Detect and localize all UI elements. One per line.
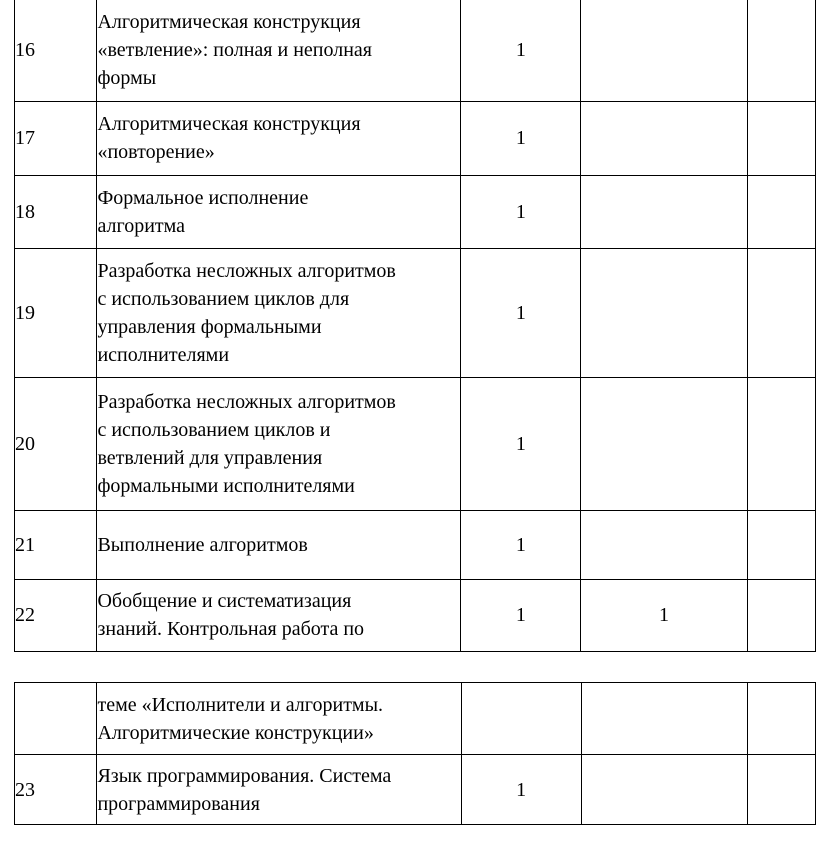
lesson-hours: 1 bbox=[461, 175, 581, 248]
lesson-topic-text: Разработка несложных алгоритмов с использованием циклов для управления формальными исполнителями bbox=[97, 259, 396, 366]
lesson-hours: 1 bbox=[461, 510, 581, 579]
lesson-control-work bbox=[581, 175, 747, 248]
lesson-extra bbox=[747, 248, 815, 377]
table-row bbox=[15, 101, 816, 175]
table-row bbox=[15, 0, 816, 101]
lesson-topic bbox=[97, 683, 461, 755]
lesson-plan-table-1 bbox=[14, 0, 816, 652]
lesson-topic bbox=[97, 175, 461, 248]
lesson-topic-text: Обобщение и систематизация знаний. Контрольная работа по bbox=[97, 590, 365, 640]
table-row bbox=[15, 579, 816, 651]
lesson-plan-table-2 bbox=[14, 682, 816, 825]
lesson-topic bbox=[97, 510, 461, 579]
lesson-hours: 1 bbox=[461, 101, 581, 175]
lesson-extra bbox=[747, 175, 815, 248]
table-row bbox=[15, 683, 816, 755]
lesson-number: 19 bbox=[15, 248, 97, 377]
lesson-topic-text: Разработка несложных алгоритмов с использованием циклов и ветвлений для управления формальными исполнителями bbox=[97, 390, 396, 497]
lesson-control-work bbox=[581, 755, 747, 825]
lesson-topic-text: Формальное исполнение алгоритма bbox=[97, 186, 309, 237]
lesson-topic bbox=[97, 579, 461, 651]
lesson-number: 20 bbox=[15, 377, 97, 510]
lesson-control-work bbox=[581, 0, 747, 101]
lesson-topic bbox=[97, 248, 461, 377]
lesson-topic-text: Выполнение алгоритмов bbox=[97, 533, 308, 556]
lesson-number: 22 bbox=[15, 579, 97, 651]
table-row bbox=[15, 175, 816, 248]
lesson-number: 23 bbox=[15, 755, 97, 825]
lesson-hours: 1 bbox=[461, 0, 581, 101]
lesson-topic bbox=[97, 755, 461, 825]
lesson-number: 21 bbox=[15, 510, 97, 579]
lesson-control-work bbox=[581, 101, 747, 175]
lesson-hours: 1 bbox=[461, 248, 581, 377]
lesson-topic-text: Язык программирования. Система программирования bbox=[97, 764, 392, 815]
lesson-extra bbox=[747, 377, 815, 510]
lesson-extra bbox=[747, 579, 815, 651]
table-row bbox=[15, 377, 816, 510]
lesson-number: 16 bbox=[15, 0, 97, 101]
lesson-hours bbox=[461, 683, 581, 755]
table-row bbox=[15, 248, 816, 377]
lesson-control-work bbox=[581, 377, 747, 510]
lesson-topic-text: Алгоритмическая конструкция «повторение» bbox=[97, 113, 361, 163]
lesson-topic bbox=[97, 0, 461, 101]
lesson-hours: 1 bbox=[461, 579, 581, 651]
lesson-control-work bbox=[581, 683, 747, 755]
lesson-topic-text: Алгоритмическая конструкция «ветвление»: полная и неполная формы bbox=[97, 11, 372, 90]
lesson-extra bbox=[747, 510, 815, 579]
lesson-control-work bbox=[581, 510, 747, 579]
lesson-extra bbox=[747, 101, 815, 175]
lesson-topic bbox=[97, 377, 461, 510]
lesson-hours: 1 bbox=[461, 755, 581, 825]
lesson-extra bbox=[747, 755, 815, 825]
lesson-extra bbox=[747, 0, 815, 101]
table-row bbox=[15, 755, 816, 825]
lesson-number: 17 bbox=[15, 101, 97, 175]
lesson-number bbox=[15, 683, 97, 755]
lesson-control-work bbox=[581, 248, 747, 377]
lesson-extra bbox=[747, 683, 815, 755]
lesson-topic-text: теме «Исполнители и алгоритмы. Алгоритмические конструкции» bbox=[97, 693, 384, 744]
lesson-number: 18 bbox=[15, 175, 97, 248]
lesson-hours: 1 bbox=[461, 377, 581, 510]
table-row bbox=[15, 510, 816, 579]
lesson-control-work: 1 bbox=[581, 579, 747, 651]
lesson-topic bbox=[97, 101, 461, 175]
